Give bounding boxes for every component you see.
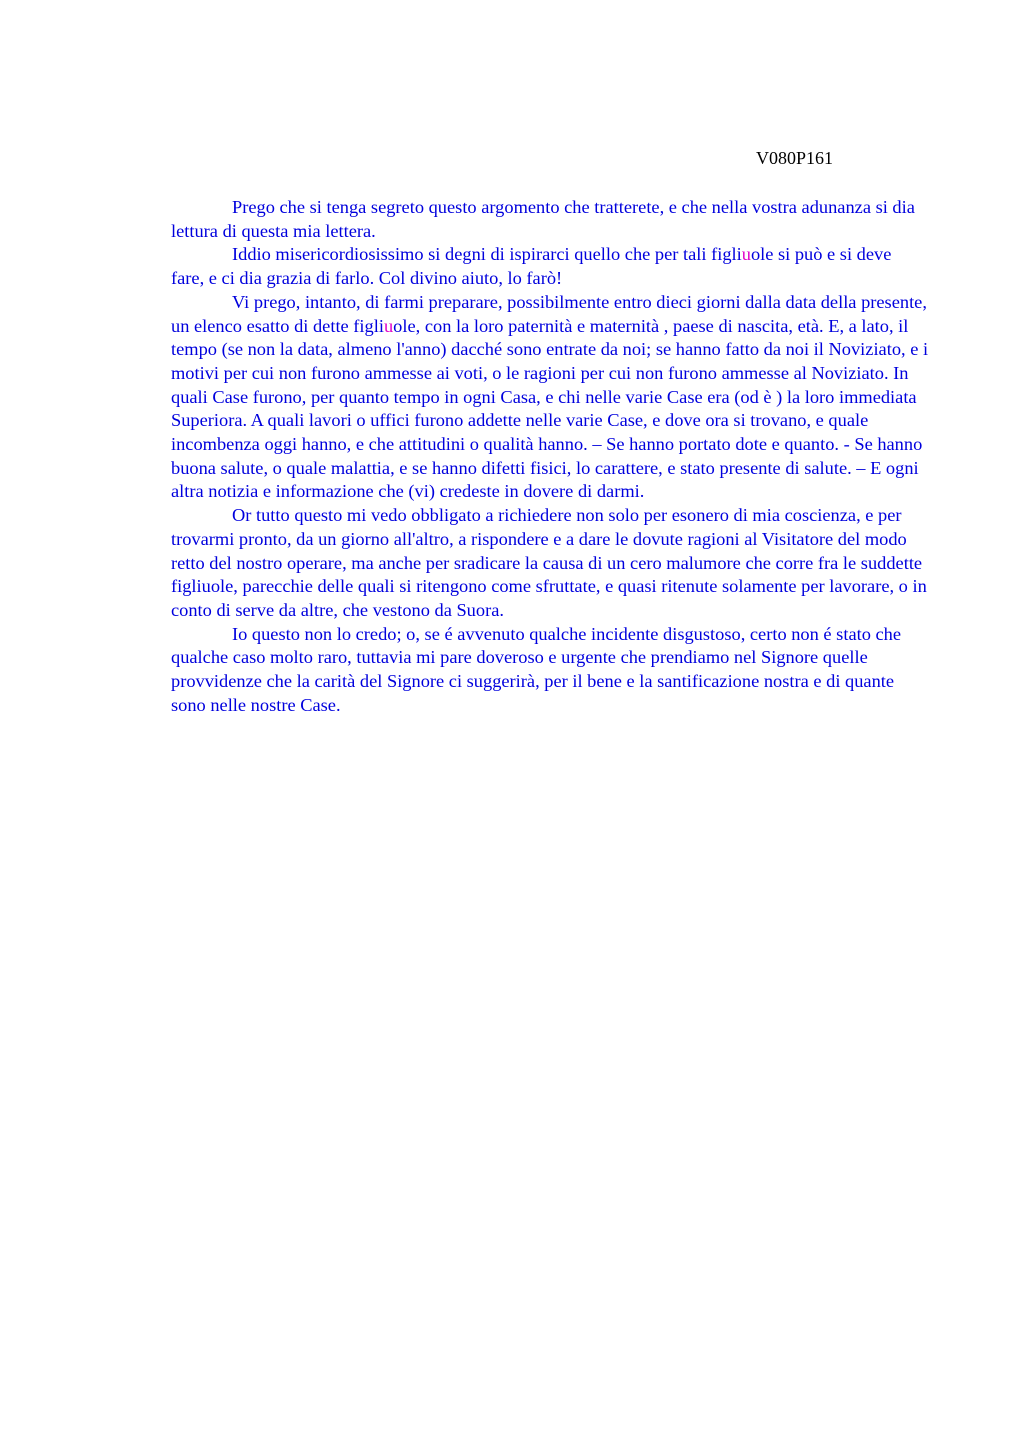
letter-body: [171, 196, 929, 717]
paragraph-5: Io questo non lo credo; o, se é avvenuto qualche incidente disgustoso, certo non é stato che qualche caso molto raro, tuttavia mi pare doveroso e urgente che prendiamo nel Signore quelle provvidenze che la carità del Signore ci suggerirà, per il bene e la santificazione nostra e di quante sono nelle nostre Case.: [171, 623, 902, 715]
paragraph-4: Or tutto questo mi vedo obbligato a richiedere non solo per esonero di mia coscienza, e per trovarmi pronto, da un giorno all'altro, a rispondere e a dare le dovute ragioni al Visitatore del modo retto del nostro operare, ma anche per sradicare la causa di un cero malumore che corre fra le suddette figliuole, parecchie delle quali si ritengono come sfruttate, e quasi ritenute solamente per lavorare, o in conto di serve da altre, che vestono da Suora.: [171, 505, 927, 620]
paragraph-2-text-before: Iddio misericordiosissimo si degni di ispirarci quello che per tali figli: [232, 244, 742, 265]
page-code: V080P161: [756, 148, 834, 168]
paragraph-3-text-after: ole, con la loro paternità e maternità , paese di nascita, età. E, a lato, il tempo (se non la data, almeno l'anno) dacché sono entrate da noi; se hanno fatto da noi il Noviziato, e i motivi per cui non furono ammesse ai voti, o le ragioni per cui non furono ammesse al Noviziato. In quali Case furono, per quanto tempo in ogni Casa, e chi nelle varie Case era (od è ) la loro immediata Superiora. A quali lavori o uffici furono addette nelle varie Case, e dove ora si trovano, e quale incombenza oggi hanno, e che attitudini o qualità hanno. – Se hanno portato dote e quanto. - Se hanno buona salute, o quale malattia, e se hanno difetti fisici, lo carattere, e stato presente di salute. – E ogni altra notizia e informazione che (vi) credeste in dovere di darmi.: [171, 315, 929, 502]
paragraph-2: [171, 243, 929, 290]
paragraph-3: [171, 291, 929, 504]
paragraph-2-text-after: ole si può e si deve fare, e ci dia grazia di farlo. Col divino aiuto, lo farò!: [171, 244, 892, 289]
paragraph-3-text-before: Vi prego, intanto, di farmi preparare, possibilmente entro dieci giorni dalla data della presente, un elenco esatto di dette figli: [171, 291, 927, 336]
paragraph-2-highlight: u: [741, 244, 751, 265]
paragraph-3-highlight: u: [383, 315, 394, 336]
paragraph-1: Prego che si tenga segreto questo argomento che tratterete, e che nella vostra adunanza si dia lettura di questa mia lettera.: [171, 197, 915, 241]
